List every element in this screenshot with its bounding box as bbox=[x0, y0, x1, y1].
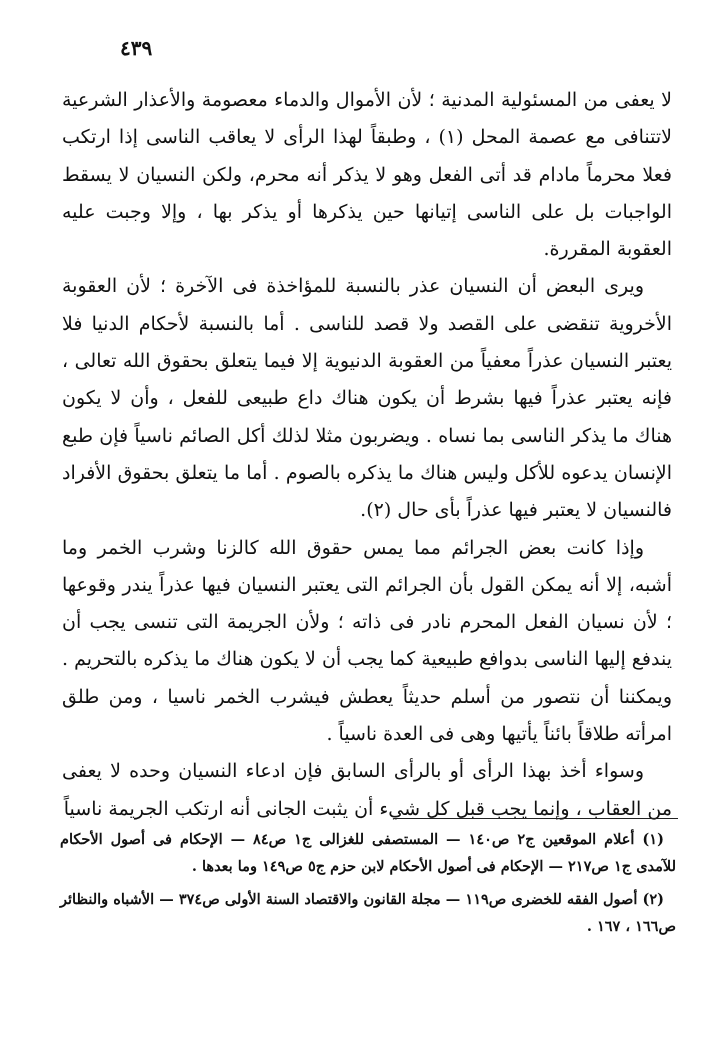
footnote-separator bbox=[394, 818, 678, 819]
footnote-2: (٢) أصول الفقه للخضرى ص١١٩ — مجلة القانون والاقتصاد السنة الأولى ص٣٧٤ — الأشباه والنظائر ص١٦٦ ، ١٦٧ . bbox=[60, 891, 676, 935]
body-text bbox=[62, 82, 672, 828]
paragraph-1: لا يعفى من المسئولية المدنية ؛ لأن الأموال والدماء معصومة والأعذار الشرعية لاتتنافى مع عصمة المحل (١) ، وطبقاً لهذا الرأى لا يعاقب الناسى إذا ارتكب فعلا محرماً مادام قد أتى الفعل وهو لا يذكر أنه محرم، ولكن النسيان لا يسقط الواجبات بل على الناسى إتيانها حين يذكرها أو يذكر بها ، وإلا وجبت عليه العقوبة المقررة. bbox=[62, 89, 672, 261]
paragraph-4: وسواء أخذ بهذا الرأى أو بالرأى السابق فإن ادعاء النسيان وحده لا يعفى من العقاب ، وإنما يجب قبل كل شيء أن يثبت الجانى أنه ارتكب الجريمة ناسياً bbox=[62, 760, 672, 820]
page-number: ٤٣٩ bbox=[120, 36, 153, 60]
footnotes bbox=[60, 826, 676, 946]
footnote-1: (١) أعلام الموقعين ج٢ ص١٤٠ — المستصفى للغزالى ج١ ص٨٤ — الإحكام فى أصول الأحكام للآمدى ج١ ص٢١٧ — الإحكام فى أصول الأحكام لابن حزم ج٥ ص١٤٩ وما بعدها . bbox=[60, 831, 676, 875]
paragraph-3: وإذا كانت بعض الجرائم مما يمس حقوق الله كالزنا وشرب الخمر وما أشبه، إلا أنه يمكن القول بأن الجرائم التى يعتبر النسيان فيها عذراً يندر وقوعها ؛ لأن نسيان الفعل المحرم نادر فى ذاته ؛ ولأن الجريمة التى تنسى يجب أن يندفع إليها الناسى بدوافع طبيعية كما يجب أن لا يكون هناك ما يذكره بالتحريم . ويمكننا أن نتصور من أسلم حديثاً يعطش فيشرب الخمر ناسيا ، ومن طلق امرأته طلاقاً بائناً يأتيها وهى فى العدة ناسياً . bbox=[62, 536, 672, 746]
paragraph-2: ويرى البعض أن النسيان عذر بالنسبة للمؤاخذة فى الآخرة ؛ لأن العقوبة الأخروية تنقضى على القصد ولا قصد للناسى . أما بالنسبة لأحكام الدنيا فلا يعتبر النسيان عذراً معفياً من العقوبة الدنيوية إلا فيما يتعلق بحقوق الله تعالى ، فإنه يعتبر عذراً فيها بشرط أن يكون هناك داع طبيعى للفعل ، وأن لا يكون هناك ما يذكر الناسى بما نساه . ويضربون مثلا لذلك أكل الصائم ناسياً فإن طبع الإنسان يدعوه للأكل وليس هناك ما يذكره بالصوم . أما ما يتعلق بحقوق الأفراد فالنسيان لا يعتبر فيها عذراً بأى حال (٢). bbox=[62, 275, 672, 522]
